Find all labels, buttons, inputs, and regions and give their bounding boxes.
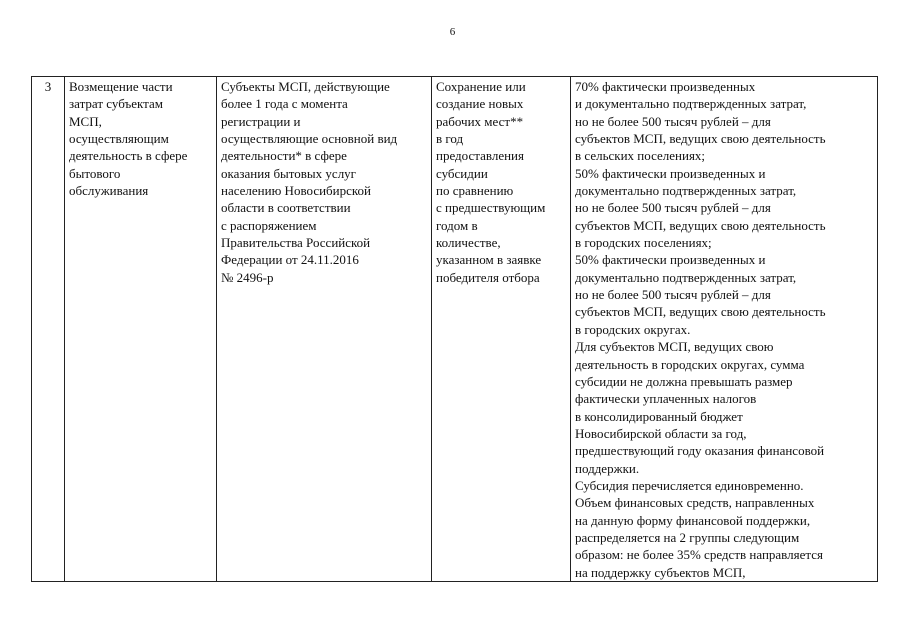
text-line: затрат субъектам (69, 96, 163, 112)
text-line: фактически уплаченных налогов (575, 391, 757, 407)
text-line: более 1 года с момента (221, 96, 348, 112)
text-line: деятельность в городских округах, сумма (575, 356, 805, 372)
text-line: Правительства Российской (221, 235, 371, 251)
text-line: обслуживания (69, 183, 149, 199)
text-line: МСП, (69, 113, 102, 129)
criteria-cell (432, 77, 571, 582)
text-line: с предшествующим (436, 200, 546, 216)
page-number: 6 (449, 26, 456, 38)
text-line: в консолидированный бюджет (575, 408, 743, 424)
text-line: субсидии (436, 165, 488, 181)
row-number-cell: 3 (32, 77, 65, 582)
text-line: области в соответствии (221, 200, 351, 216)
text-line: 50% фактически произведенных и (575, 252, 766, 268)
text-line: на поддержку субъектов МСП, (575, 564, 746, 580)
text-line: по сравнению (436, 183, 514, 199)
text-line: с распоряжением (221, 217, 317, 233)
text-line: распределяется на 2 группы следующим (575, 529, 800, 545)
text-line: Объем финансовых средств, направленных (575, 495, 815, 511)
text-line: победителя отбора (436, 269, 540, 285)
text-line: населению Новосибирской (221, 183, 372, 199)
text-line: но не более 500 тысяч рублей – для (575, 287, 771, 303)
text-line: № 2496-р (221, 269, 274, 285)
text-line: документально подтвержденных затрат, (575, 183, 797, 199)
text-line: Возмещение части (69, 79, 173, 94)
text-line: 70% фактически произведенных (575, 79, 756, 94)
text-line: субъектов МСП, ведущих свою деятельность (575, 131, 826, 147)
text-line: осуществляющие основной вид (221, 131, 398, 147)
text-line: Федерации от 24.11.2016 (221, 252, 359, 268)
text-line: предшествующий году оказания финансовой (575, 443, 825, 459)
text-line: количестве, (436, 235, 501, 251)
text-line: рабочих мест** (436, 113, 524, 129)
text-line: указанном в заявке (436, 252, 542, 268)
recipients-cell (217, 77, 432, 582)
text-line: но не более 500 тысяч рублей – для (575, 113, 771, 129)
text-line: но не более 500 тысяч рублей – для (575, 200, 771, 216)
text-line: субъектов МСП, ведущих свою деятельность (575, 217, 826, 233)
text-line: в сельских поселениях; (575, 148, 706, 164)
text-line: предоставления (436, 148, 524, 164)
text-line: образом: не более 35% средств направляется (575, 547, 823, 563)
support-measures-table (31, 76, 878, 582)
text-line: годом в (436, 217, 478, 233)
text-line: субсидии не должна превышать размер (575, 373, 793, 389)
text-line: в городских поселениях; (575, 235, 712, 251)
text-line: Сохранение или (436, 79, 526, 94)
text-line: Для субъектов МСП, ведущих свою (575, 339, 774, 355)
text-line: оказания бытовых услуг (221, 165, 357, 181)
text-line: субъектов МСП, ведущих свою деятельность (575, 304, 826, 320)
text-line: на данную форму финансовой поддержки, (575, 512, 811, 528)
text-line: деятельность в сфере (69, 148, 188, 164)
measure-name-cell (65, 77, 217, 582)
text-line: регистрации и (221, 113, 301, 129)
text-line: документально подтвержденных затрат, (575, 269, 797, 285)
text-line: Новосибирской области за год, (575, 425, 747, 441)
text-line: Субсидия перечисляется единовременно. (575, 477, 804, 493)
text-line: Субъекты МСП, действующие (221, 79, 390, 94)
text-line: создание новых (436, 96, 524, 112)
text-line: и документально подтвержденных затрат, (575, 96, 807, 112)
text-line: осуществляющим (69, 131, 169, 147)
text-line: деятельности* в сфере (221, 148, 347, 164)
text-line: поддержки. (575, 460, 640, 476)
text-line: 50% фактически произведенных и (575, 165, 766, 181)
text-line: в городских округах. (575, 321, 691, 337)
text-line: в год (436, 131, 464, 147)
table-row (32, 77, 878, 582)
text-line: бытового (69, 165, 121, 181)
conditions-cell (571, 77, 878, 582)
